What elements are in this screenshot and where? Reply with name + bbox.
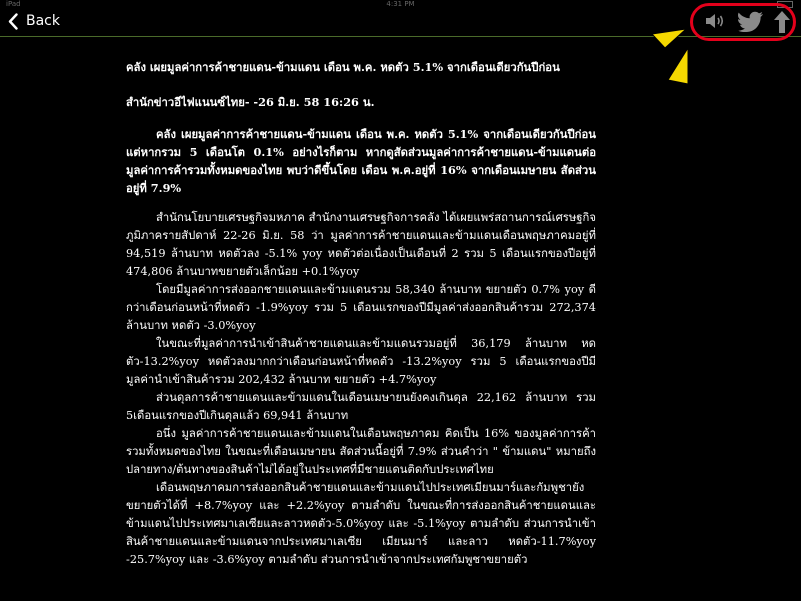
article-paragraph: ส่วนดุลการค้าชายแดนและข้ามแดนในเดือนเมษายนยังคงเกินดุล 22,162 ล้านบาท รวม 5เดือนแรกของปีเกินดุลแล้ว 69,941 ล้านบาท [126, 391, 596, 422]
status-bar [0, 0, 801, 8]
share-icon[interactable] [773, 10, 791, 34]
carrier-label: iPad [6, 0, 21, 8]
status-time: 4:31 PM [386, 0, 415, 8]
chevron-left-icon [8, 13, 18, 30]
article-body [126, 58, 596, 569]
back-label: Back [26, 13, 60, 29]
article-paragraph: เดือนพฤษภาคมการส่งออกสินค้าชายแดนและข้ามแดนไปประเทศเมียนมาร์และกัมพูชายังขยายตัวได้ที่ +8.7%yoy และ +2.2%yoy ตามลำดับ ในขณะที่การส่งออกสินค้าชายแดนและข้ามแดนไปประเทศมาเลเซียและลาวหดตัว-5.0%yoy และ -5.1%yoy ตามลำดับ ส่วนการนำเข้าสินค้าชายแดนและข้ามแดนจากประเทศมาเลเซีย เมียนมาร์ และลาว หดตัว-11.7%yoy -25.7%yoy และ -3.6%yoy ตามลำดับ ส่วนการนำเข้าจากประเทศกัมพูชาขยายตัว [126, 481, 596, 566]
article-paragraph: โดยมีมูลค่าการส่งออกชายแดนและข้ามแดนรวม 58,340 ล้านบาท ขยายตัว 0.7% yoy ดีกว่าเดือนก่อนหน้าที่หดตัว -1.9%yoy รวม 5 เดือนแรกของปีมีมูลค่าส่งออกสินค้ารวม 272,374 ล้านบาท หดตัว -3.0%yoy [126, 283, 596, 332]
nav-bar [0, 8, 801, 37]
back-button[interactable] [8, 10, 60, 32]
battery-icon [777, 1, 793, 8]
article-paragraph: ในขณะที่มูลค่าการนำเข้าสินค้าชายแดนและข้ามแดนรวมอยู่ที่ 36,179 ล้านบาท หดตัว-13.2%yoy หดตัวลงมากกว่าเดือนก่อนหน้าที่หดตัว -13.2%yoy รวม 5 เดือนแรกของปีมีมูลค่านำเข้าสินค้ารวม 202,432 ล้านบาท ขยายตัว +4.7%yoy [126, 337, 596, 386]
article-lead: คลัง เผยมูลค่าการค้าชายแดน-ข้ามแดน เดือน พ.ค. หดตัว 5.1% จากเดือนเดียวกันปีก่อน แต่หากรวม 5 เดือนโต 0.1% อย่างไรก็ตาม หากดูสัดส่วนมูลค่าการค้าชายแดน-ข้ามแดนต่อมูลค่าการค้ารวมทั้งหมดของไทย พบว่าดีขึ้นโดย เดือน พ.ค.อยู่ที่ 16% จากเดือนเมษายน สัดส่วนอยู่ที่ 7.9% [126, 127, 596, 195]
pointer-arrow-icon [664, 46, 692, 86]
article-source: สำนักข่าวอีไฟแนนซ์ไทย- -26 มิ.ย. 58 16:26 น. [126, 95, 375, 109]
article-paragraph: อนึ่ง มูลค่าการค้าชายแดนและข้ามแดนในเดือนพฤษภาคม คิดเป็น 16% ของมูลค่าการค้ารวมทั้งหมดของไทย ในขณะที่เดือนเมษายน สัดส่วนนี้อยู่ที่ 7.9% ส่วนคำว่า " ข้ามแดน" หมายถึง ปลายทาง/ต้นทางของสินค้าไม่ได้อยู่ในประเทศที่มีชายแดนติดกับประเทศไทย [126, 427, 596, 476]
speaker-icon[interactable] [704, 12, 726, 30]
article-headline: คลัง เผยมูลค่าการค้าชายแดน-ข้ามแดน เดือน พ.ค. หดตัว 5.1% จากเดือนเดียวกันปีก่อน [126, 60, 560, 74]
article-paragraph: สำนักนโยบายเศรษฐกิจมหภาค สำนักงานเศรษฐกิจการคลัง ได้เผยแพร่สถานการณ์เศรษฐกิจภูมิภาครายสัปดาห์ 22-26 มิ.ย. 58 ว่า มูลค่าการค้าชายแดนและข้ามแดนเดือนพฤษภาคมอยู่ที่ 94,519 ล้านบาท หดตัวลง -5.1% yoy หดตัวต่อเนื่องเป็นเดือนที่ 2 รวม 5 เดือนแรกของปีอยู่ที่ 474,806 ล้านบาทขยายตัวเล็กน้อย +0.1%yoy [126, 211, 596, 278]
twitter-icon[interactable] [738, 11, 764, 32]
